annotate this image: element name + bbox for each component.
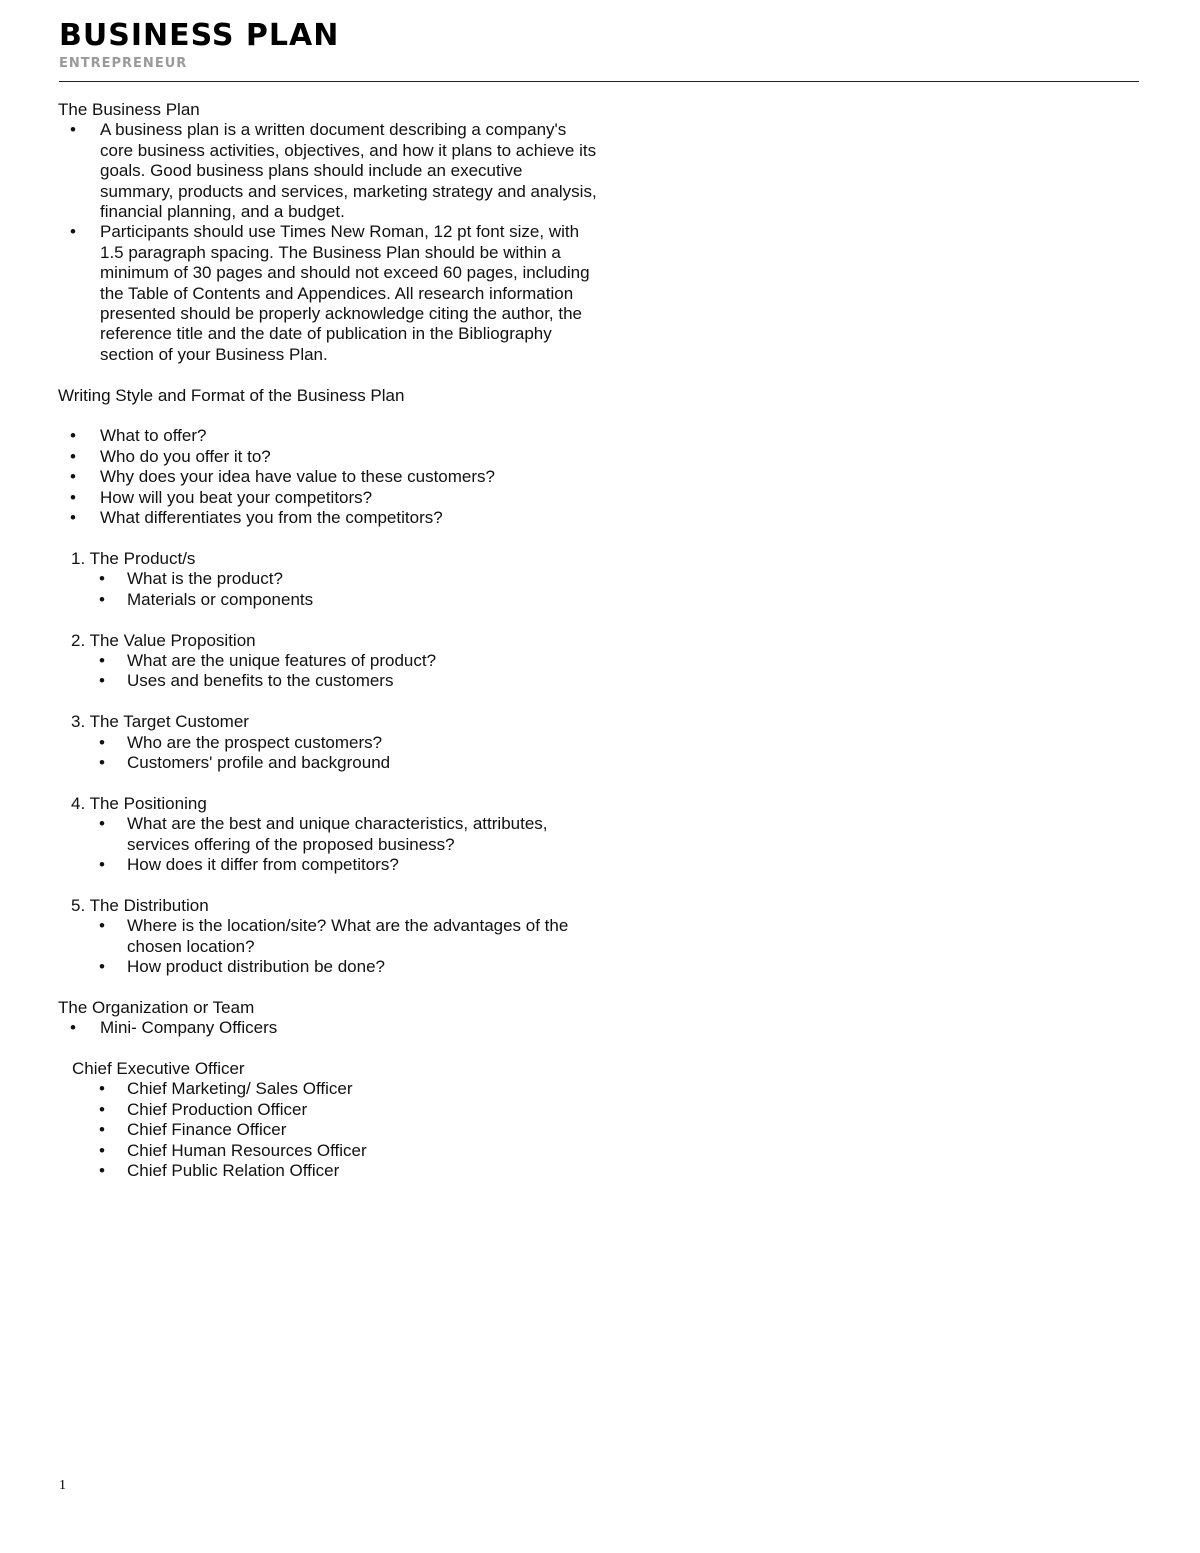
section-heading-product: 1. The Product/s xyxy=(71,548,196,568)
writing-style-heading: Writing Style and Format of the Business Plan xyxy=(58,385,405,405)
writing-style-questions xyxy=(58,426,598,528)
organization-list xyxy=(58,1018,598,1038)
section-list-value-proposition xyxy=(58,651,598,692)
question-item: • How will you beat your competitors? xyxy=(58,488,598,508)
section-item: • What are the best and unique characteristics, attributes, services offering of the proposed business? xyxy=(58,814,598,855)
lead-officer: Chief Executive Officer xyxy=(72,1058,245,1078)
section-list-positioning xyxy=(58,814,598,875)
document-subtitle: ENTREPRENEUR xyxy=(59,56,188,71)
organization-heading: The Organization or Team xyxy=(58,997,255,1017)
document-title: BUSINESS PLAN xyxy=(59,18,340,53)
header-divider xyxy=(59,81,1139,82)
page-number: 1 xyxy=(59,1478,66,1493)
organization-bullet: • Mini- Company Officers xyxy=(58,1018,598,1038)
section-heading-value-proposition: 2. The Value Proposition xyxy=(71,630,256,650)
section-item: • Who are the prospect customers? xyxy=(58,733,598,753)
section-item: • What are the unique features of product? xyxy=(58,651,598,671)
intro-heading: The Business Plan xyxy=(58,100,200,119)
section-list-distribution xyxy=(58,916,598,977)
section-item: • What is the product? xyxy=(58,569,598,589)
officer-list xyxy=(58,1079,598,1181)
intro-list xyxy=(58,120,598,365)
officer-item: • Chief Production Officer xyxy=(58,1100,598,1120)
document-body xyxy=(58,100,598,1181)
question-item: • Who do you offer it to? xyxy=(58,447,598,467)
question-item: • What differentiates you from the competitors? xyxy=(58,508,598,528)
section-heading-distribution: 5. The Distribution xyxy=(71,895,209,915)
intro-bullet: • Participants should use Times New Roman, 12 pt font size, with 1.5 paragraph spacing. The Business Plan should be within a minimum of 30 pages and should not exceed 60 pages, including the Table of Contents and Appendices. All research information presented should be properly acknowledge citing the author, the reference title and the date of publication in the Bibliography section of your Business Plan. xyxy=(58,222,598,365)
section-item: • Where is the location/site? What are the advantages of the chosen location? xyxy=(58,916,598,957)
section-item: • Uses and benefits to the customers xyxy=(58,671,598,691)
officer-item: • Chief Finance Officer xyxy=(58,1120,598,1140)
question-item: • Why does your idea have value to these customers? xyxy=(58,467,598,487)
officer-item: • Chief Public Relation Officer xyxy=(58,1161,598,1181)
document-header xyxy=(59,18,1139,72)
officer-item: • Chief Human Resources Officer xyxy=(58,1141,598,1161)
section-item: • Materials or components xyxy=(58,590,598,610)
intro-bullet: • A business plan is a written document describing a company's core business activities, objectives, and how it plans to achieve its goals. Good business plans should include an executive summary, products and services, marketing strategy and analysis, financial planning, and a budget. xyxy=(58,120,598,222)
section-list-product xyxy=(58,569,598,610)
section-item: • How does it differ from competitors? xyxy=(58,855,598,875)
section-item: • How product distribution be done? xyxy=(58,957,598,977)
officer-item: • Chief Marketing/ Sales Officer xyxy=(58,1079,598,1099)
section-list-target-customer xyxy=(58,733,598,774)
section-heading-target-customer: 3. The Target Customer xyxy=(71,712,249,732)
section-item: • Customers' profile and background xyxy=(58,753,598,773)
question-item: • What to offer? xyxy=(58,426,598,446)
section-heading-positioning: 4. The Positioning xyxy=(71,793,207,813)
